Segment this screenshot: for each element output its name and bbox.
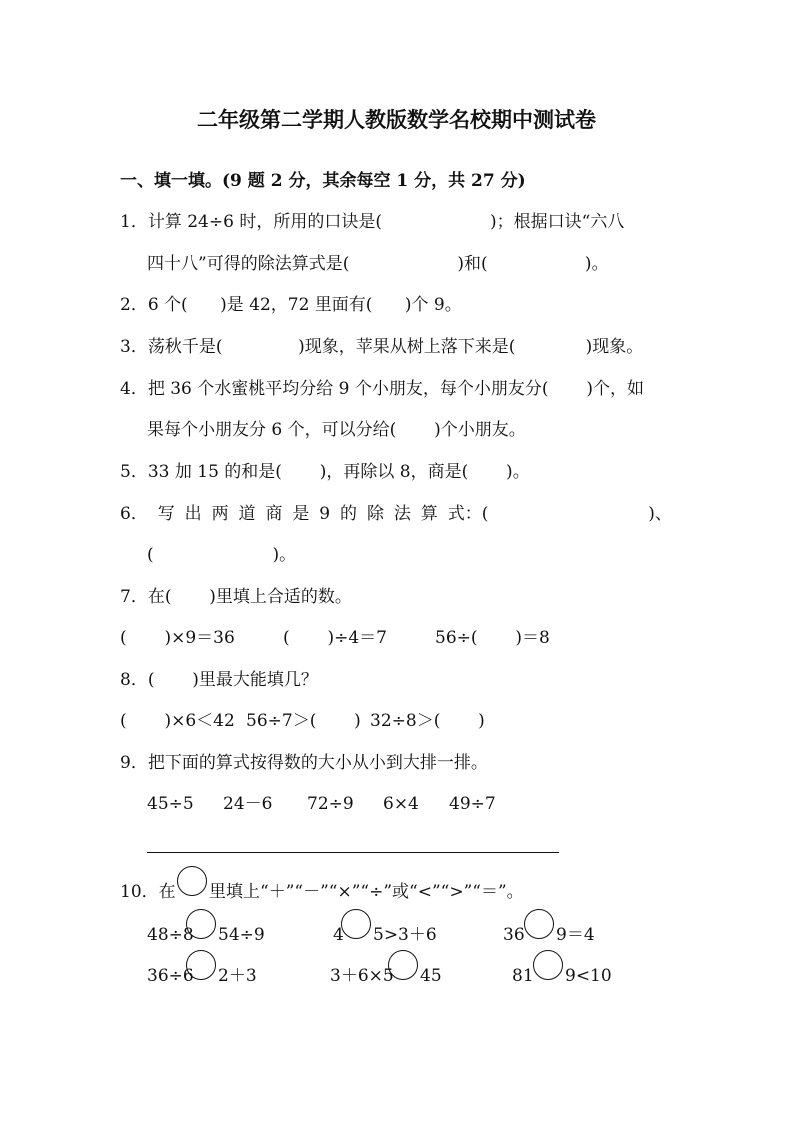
q7-item-a: ( )×9＝36 (120, 628, 235, 648)
q6-part: )、 (648, 504, 672, 524)
q7-item-c: 56÷( )＝8 (435, 628, 550, 648)
q9-item: 24－6 (223, 794, 273, 814)
q10-expr-left: 48÷8 (147, 925, 194, 945)
q6-part: 两 (211, 504, 229, 524)
q6-part: 的 (340, 504, 358, 524)
answer-circle[interactable] (533, 950, 563, 980)
q10-expr-right: 9<10 (565, 966, 612, 986)
question-1-line-2: 四十八”可得的除法算式是( )和( )。 (147, 254, 609, 274)
answer-line (147, 852, 559, 853)
q10-expr-left: 36 (503, 925, 525, 945)
q10-expr-left: 3＋6×5 (330, 966, 394, 986)
q9-item: 72÷9 (307, 794, 354, 814)
question-4-line-1: 4．把 36 个水蜜桃平均分给 9 个小朋友，每个小朋友分( )个，如 (120, 379, 644, 399)
question-2: 2．6 个( )是 42，72 里面有( )个 9。 (120, 295, 462, 315)
q9-item: 6×4 (383, 794, 419, 814)
question-4-line-2: 果每个小朋友分 6 个，可以分给( )个小朋友。 (147, 420, 526, 440)
q10-expr-right: 5>3＋6 (373, 925, 437, 945)
question-9: 9．把下面的算式按得数的大小从小到大排一排。 (120, 753, 488, 773)
q8-item-c: 32÷8＞( ) (370, 711, 485, 731)
question-6-line-1 (120, 503, 672, 525)
q6-part: 写 (157, 504, 175, 524)
section-heading: 一、填一填。(9 题 2 分，其余每空 1 分，共 27 分) (120, 171, 526, 191)
question-6-line-2: ( )。 (147, 545, 297, 565)
q8-item-b: 56÷7＞( ) (246, 711, 361, 731)
answer-circle[interactable] (186, 950, 216, 980)
answer-circle[interactable] (341, 909, 371, 939)
q10-expr-left: 36÷6 (147, 966, 194, 986)
question-10-number: 10．在 (120, 882, 176, 902)
question-10-instruction: 里填上“＋”“－”“×”“÷”或“<”“>”“＝”。 (209, 882, 524, 902)
answer-circle[interactable] (177, 866, 207, 896)
q6-part: 9 (319, 504, 331, 524)
q7-item-b: ( )÷4＝7 (283, 628, 387, 648)
q6-part: 除 (366, 504, 384, 524)
q9-item: 49÷7 (449, 794, 496, 814)
question-8: 8．( )里最大能填几？ (120, 670, 318, 690)
q6-part: 6． (120, 504, 148, 524)
q6-part: 道 (238, 504, 256, 524)
question-7: 7．在( )里填上合适的数。 (120, 587, 352, 607)
page-title: 二年级第二学期人教版数学名校期中测试卷 (197, 107, 596, 132)
answer-circle[interactable] (186, 909, 216, 939)
q6-part: 式：( (447, 504, 489, 524)
question-1-line-1: 1．计算 24÷6 时，所用的口诀是( )；根据口诀“六八 (120, 212, 625, 232)
q6-part: 商 (265, 504, 283, 524)
question-5: 5．33 加 15 的和是( )，再除以 8，商是( )。 (120, 462, 530, 482)
q6-part: 是 (292, 504, 310, 524)
q8-item-a: ( )×6＜42 (120, 711, 235, 731)
q10-expr-right: 9＝4 (556, 925, 595, 945)
q10-expr-left: 81 (512, 966, 534, 986)
q10-expr-right: 45 (420, 966, 442, 986)
q6-part: 算 (420, 504, 438, 524)
answer-circle[interactable] (524, 909, 554, 939)
q6-part: 法 (393, 504, 411, 524)
q10-expr-right: 54÷9 (218, 925, 265, 945)
answer-circle[interactable] (388, 950, 418, 980)
question-3: 3．荡秋千是( )现象，苹果从树上落下来是( )现象。 (120, 337, 644, 357)
q10-expr-left: 4 (333, 925, 344, 945)
q9-item: 45÷5 (147, 794, 194, 814)
q10-expr-right: 2＋3 (218, 966, 257, 986)
q6-part: 出 (184, 504, 202, 524)
